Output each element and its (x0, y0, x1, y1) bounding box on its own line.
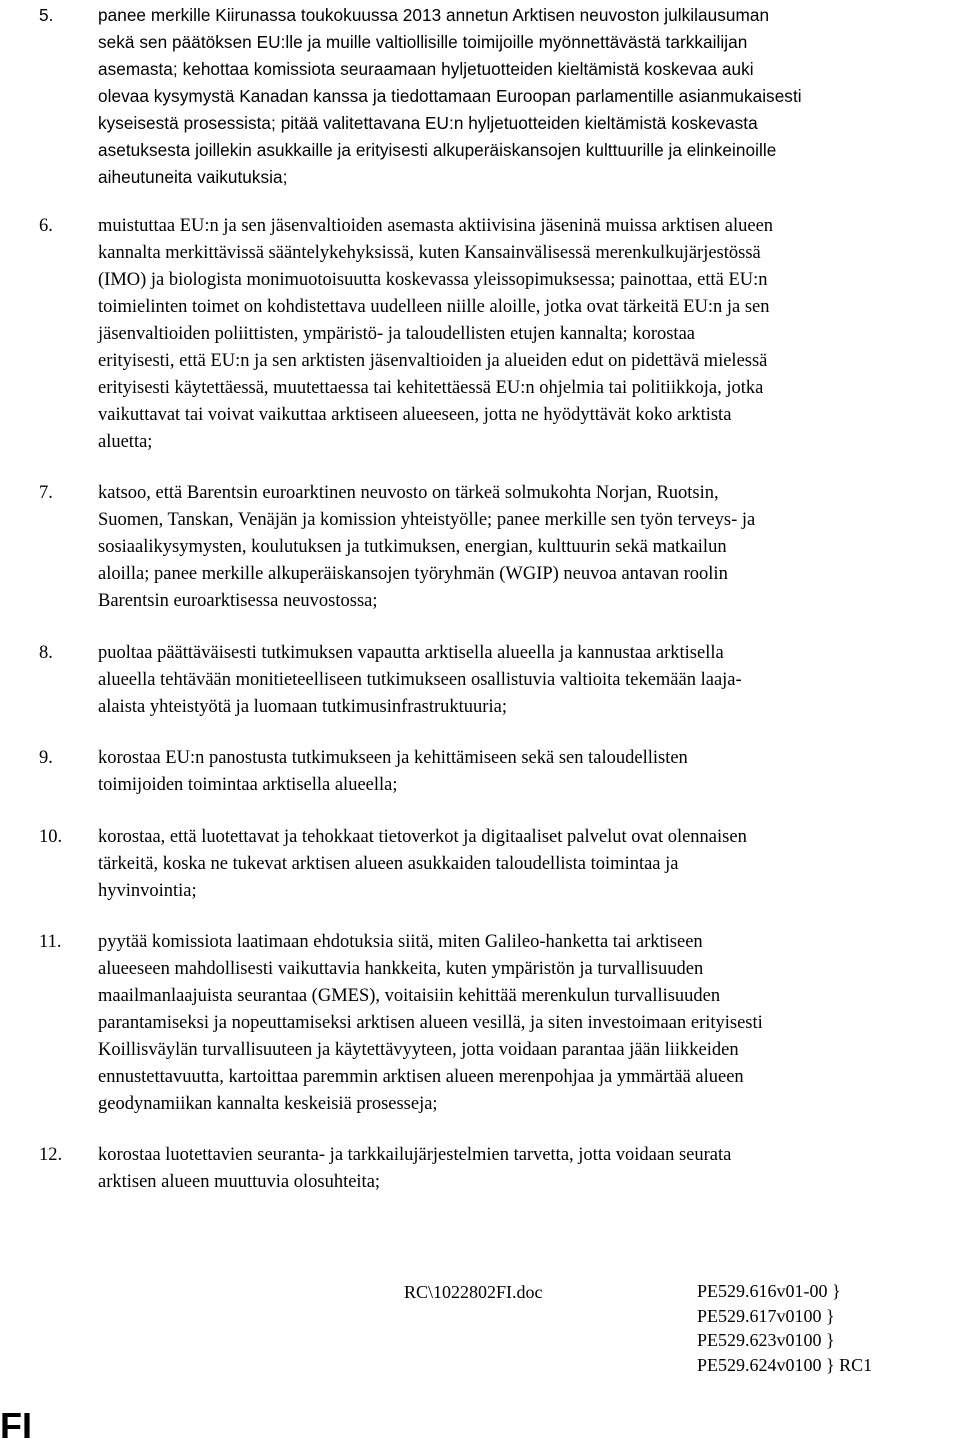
text-line: sekä sen päätöksen EU:lle ja muille valtiollisille toimijoille myönnettävästä tarkkailijan (98, 32, 748, 52)
text-line: maailmanlaajuista seurantaa (GMES), voitaisiin kehittää merenkulun turvallisuuden (98, 986, 721, 1006)
pe-reference: PE529.617v0100 } (697, 1305, 835, 1326)
item-number: 8. (39, 643, 53, 663)
text-line: panee merkille Kiirunassa toukokuussa 2013 annetun Arktisen neuvoston julkilausuman (98, 5, 770, 25)
text-line: vaikuttavat tai voivat vaikuttaa arktiseen alueeseen, jotta ne hyödyttävät koko arktista (98, 405, 732, 425)
text-line: erityisesti käytettäessä, muutettaessa tai kehitettäessä EU:n ohjelmia tai politiikkoja, jotka (98, 378, 764, 398)
item-text (98, 745, 956, 799)
text-line: (IMO) ja biologista monimuotoisuutta koskevassa yleissopimuksessa; painottaa, että EU:n (98, 270, 768, 290)
text-line: korostaa EU:n panostusta tutkimukseen ja kehittämiseen sekä sen taloudellisten (98, 748, 688, 768)
text-line: Suomen, Tanskan, Venäjän ja komission yhteistyölle; panee merkille sen työn terveys- ja (98, 510, 756, 530)
text-line: alueeseen mahdollisesti vaikuttavia hankkeita, kuten ympäristön ja turvallisuuden (98, 959, 704, 979)
text-line: kyseisestä prosessista; pitää valitettavana EU:n hyljetuotteiden kieltämistä koskevasta (98, 113, 758, 133)
text-line: aiheutuneita vaikutuksia; (98, 167, 288, 187)
item-text (98, 2, 956, 191)
pe-reference: PE529.624v0100 } RC1 (697, 1354, 873, 1375)
pe-reference: PE529.616v01-00 } (697, 1281, 841, 1301)
text-line: parantamiseksi ja nopeuttamiseksi arktisen alueen vesillä, ja siten investoimaan erityisesti (98, 1013, 763, 1033)
text-line: pyytää komissiota laatimaan ehdotuksia siitä, miten Galileo-hanketta tai arktiseen (98, 932, 703, 952)
text-line: asetuksesta joillekin asukkaille ja erityisesti alkuperäiskansojen kulttuurille ja elinkeinoille (98, 140, 777, 160)
text-line: hyvinvointia; (98, 881, 197, 901)
document-reference: RC\1022802FI.doc (404, 1282, 543, 1302)
pe-reference-list (697, 1279, 872, 1377)
item-number: 12. (39, 1145, 63, 1165)
text-line: erityisesti, että EU:n ja sen arktisten jäsenvaltioiden ja alueiden edut on pidettävä mielessä (98, 351, 768, 371)
text-line: muistuttaa EU:n ja sen jäsenvaltioiden asemasta aktiivisina jäseninä muissa arktisen alueen (98, 216, 774, 236)
text-line: aluetta; (98, 432, 153, 452)
item-text (98, 213, 956, 456)
text-line: puoltaa päättäväisesti tutkimuksen vapautta arktisella alueella ja kannustaa arktisella (98, 643, 724, 663)
item-number: 7. (39, 483, 53, 503)
text-line: alaista yhteistyötä ja luomaan tutkimusinfrastruktuuria; (98, 697, 507, 717)
text-line: jäsenvaltioiden poliittisten, ympäristö- ja taloudellisten etujen kannalta; korostaa (98, 324, 695, 344)
item-text (98, 640, 956, 721)
item-text (98, 929, 956, 1118)
item-text (98, 824, 956, 905)
language-code: FI (0, 1405, 32, 1446)
text-line: sosiaalikysymysten, koulutuksen ja tutkimuksen, energian, kulttuurin sekä matkailun (98, 537, 727, 557)
text-line: ennustettavuutta, kartoittaa paremmin arktisen alueen merenpohjaa ja ymmärtää alueen (98, 1067, 744, 1087)
text-line: kannalta merkittävissä sääntelykehyksissä, kuten Kansainvälisessä merenkulkujärjestössä (98, 243, 761, 263)
text-line: aloilla; panee merkille alkuperäiskansojen työryhmän (WGIP) neuvoa antavan roolin (98, 564, 728, 584)
item-number: 11. (39, 932, 62, 952)
text-line: alueella tehtävään monitieteelliseen tutkimukseen osallistuvia valtioita tekemään laaja- (98, 670, 742, 690)
item-number: 5. (39, 5, 54, 25)
text-line: asemasta; kehottaa komissiota seuraamaan hyljetuotteiden kieltämistä koskevaa auki (98, 59, 754, 79)
text-line: toimijoiden toimintaa arktisella alueella; (98, 775, 398, 795)
text-line: geodynamiikan kannalta keskeisiä prosesseja; (98, 1094, 438, 1114)
item-number: 10. (39, 827, 63, 847)
text-line: Barentsin euroarktisessa neuvostossa; (98, 591, 378, 611)
text-line: korostaa luotettavien seuranta- ja tarkkailujärjestelmien tarvetta, jotta voidaan seurata (98, 1145, 732, 1165)
item-text (98, 1142, 956, 1196)
item-number: 9. (39, 748, 53, 768)
text-line: olevaa kysymystä Kanadan kanssa ja tiedottamaan Euroopan parlamentille asianmukaisesti (98, 86, 802, 106)
text-line: katsoo, että Barentsin euroarktinen neuvosto on tärkeä solmukohta Norjan, Ruotsin, (98, 483, 719, 503)
text-line: Koillisväylän turvallisuuteen ja käytettävyyteen, jotta voidaan parantaa jään liikkeiden (98, 1040, 739, 1060)
text-line: arktisen alueen muuttuvia olosuhteita; (98, 1172, 381, 1192)
text-line: tärkeitä, koska ne tukevat arktisen alueen asukkaiden taloudellista toimintaa ja (98, 854, 679, 874)
item-text (98, 480, 956, 615)
text-line: toimielinten toimet on kohdistettava uudelleen niille aloille, jotka ovat tärkeitä EU:n ja sen (98, 297, 770, 317)
item-number: 6. (39, 216, 53, 236)
pe-reference: PE529.623v0100 } (697, 1330, 835, 1350)
text-line: korostaa, että luotettavat ja tehokkaat tietoverkot ja digitaaliset palvelut ovat olennaisen (98, 827, 747, 847)
